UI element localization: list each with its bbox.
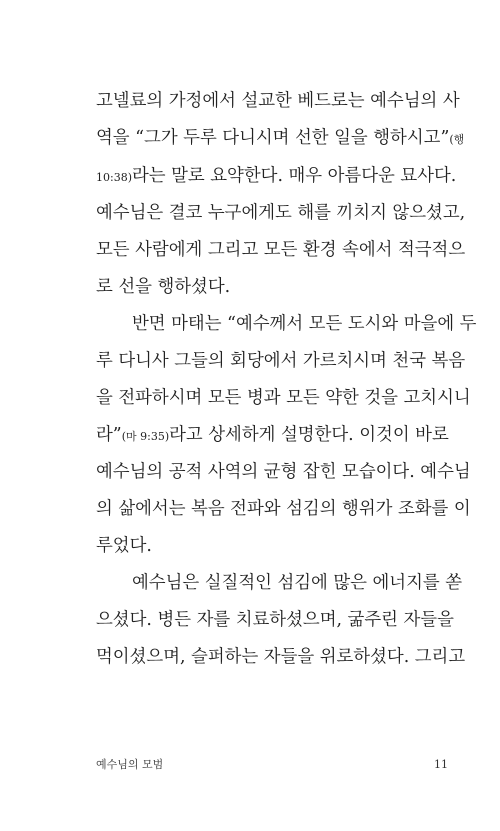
body-text: 라는 말로 요약한다. 매우 아름다운 묘사다. [132, 166, 457, 186]
paragraph-1-line-5: 모든 사람에게 그리고 모든 환경 속에서 적극적으 [96, 240, 466, 260]
body-text: 역을 “그가 두루 다니시며 선한 일을 행하시고” [96, 128, 450, 148]
paragraph-2-line-1: 반면 마태는 “예수께서 모든 도시와 마을에 두 [132, 314, 477, 334]
scripture-reference: (마 9:35) [121, 430, 170, 443]
running-footer-title: 예수님의 모범 [96, 758, 164, 771]
paragraph-1-line-1: 고넬료의 가정에서 설교한 베드로는 예수님의 사 [96, 91, 460, 111]
paragraph-3-line-1: 예수님은 실질적인 섬김에 많은 에너지를 쏟 [132, 573, 463, 593]
paragraph-3-line-3: 먹이셨으며, 슬퍼하는 자들을 위로하셨다. 그리고 [96, 647, 466, 667]
paragraph-1-line-4: 예수님은 결코 누구에게도 해를 끼치지 않으셨고, [96, 203, 466, 223]
page-number: 11 [434, 758, 448, 771]
paragraph-2-line-5: 예수님의 공적 사역의 균형 잡힌 모습이다. 예수님 [96, 462, 471, 482]
paragraph-2-line-4 [96, 421, 448, 449]
paragraph-2-line-2: 루 다니사 그들의 회당에서 가르치시며 천국 복음 [96, 351, 466, 371]
paragraph-2-line-6: 의 삶에서는 복음 전파와 섬김의 행위가 조화를 이 [96, 499, 471, 519]
paragraph-3-line-2: 으셨다. 병든 자를 치료하셨으며, 굶주린 자들을 [96, 610, 454, 630]
paragraph-1-line-3 [96, 162, 457, 190]
paragraph-1-line-6: 로 선을 행하셨다. [96, 277, 231, 297]
paragraph-2-line-7: 루었다. [96, 536, 152, 556]
paragraph-2-line-3: 을 전파하시며 모든 병과 모든 약한 것을 고치시니 [96, 388, 471, 408]
body-text: 라” [96, 425, 122, 445]
scripture-reference: (행 [449, 133, 465, 146]
paragraph-1-line-2 [96, 124, 465, 152]
scripture-reference: 10:38) [96, 171, 132, 184]
body-text: 라고 상세하게 설명한다. 이것이 바로 [169, 425, 449, 445]
